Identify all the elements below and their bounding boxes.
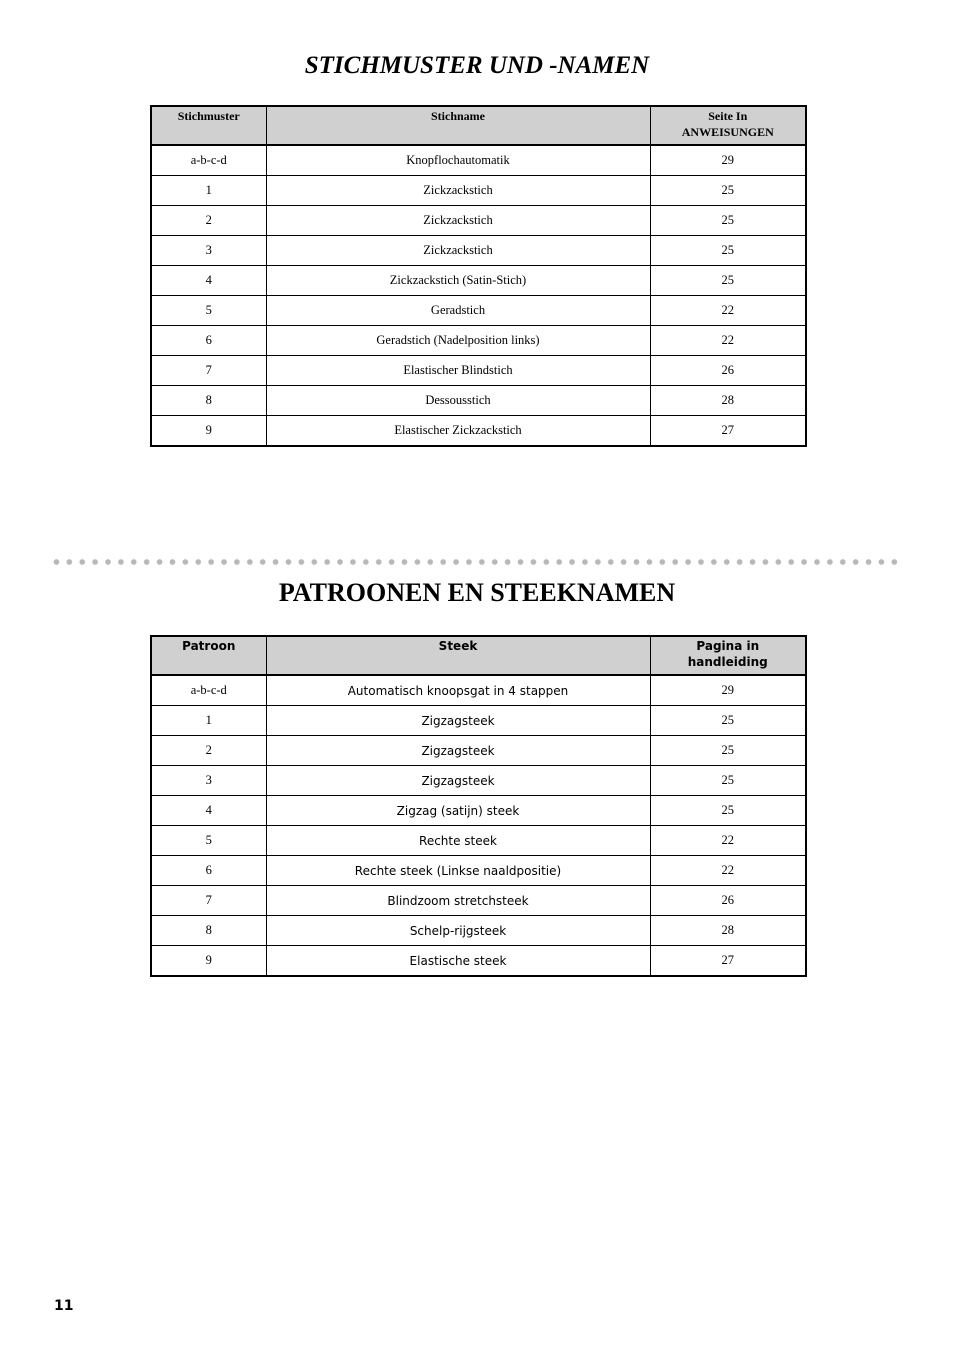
pattern-cell: 8 (151, 916, 266, 946)
page-cell: 22 (650, 326, 806, 356)
column-header-name: Steek (266, 636, 650, 675)
table-row (151, 946, 806, 977)
pattern-cell: a-b-c-d (151, 145, 266, 176)
name-cell: Schelp-rijgsteek (266, 916, 650, 946)
pattern-cell: 5 (151, 296, 266, 326)
page-cell: 26 (650, 886, 806, 916)
name-cell: Knopflochautomatik (266, 145, 650, 176)
column-header-pattern: Patroon (151, 636, 266, 675)
page-cell: 25 (650, 736, 806, 766)
page-cell: 25 (650, 176, 806, 206)
page-cell: 25 (650, 266, 806, 296)
name-cell: Zickzackstich (Satin-Stich) (266, 266, 650, 296)
page-cell: 25 (650, 206, 806, 236)
pattern-cell: 3 (151, 236, 266, 266)
name-cell: Geradstich (266, 296, 650, 326)
name-cell: Rechte steek (Linkse naaldpositie) (266, 856, 650, 886)
page-number: 11 (54, 1298, 74, 1314)
table-row (151, 386, 806, 416)
table-row (151, 296, 806, 326)
page-cell: 22 (650, 856, 806, 886)
page-cell: 25 (650, 236, 806, 266)
page-cell: 26 (650, 356, 806, 386)
table-row (151, 886, 806, 916)
german-title: STICHMUSTER UND -NAMEN (304, 52, 650, 79)
name-cell: Geradstich (Nadelposition links) (266, 326, 650, 356)
pattern-cell: 8 (151, 386, 266, 416)
name-cell: Elastische steek (266, 946, 650, 977)
page-cell: 27 (650, 946, 806, 977)
dutch-stitch-table (150, 635, 807, 977)
page-cell: 25 (650, 796, 806, 826)
name-cell: Zigzagsteek (266, 766, 650, 796)
dotted-divider (50, 558, 902, 566)
name-cell: Blindzoom stretchsteek (266, 886, 650, 916)
page-cell: 28 (650, 386, 806, 416)
page-cell: 29 (650, 145, 806, 176)
table-row (151, 856, 806, 886)
pattern-cell: 4 (151, 266, 266, 296)
name-cell: Zigzag (satijn) steek (266, 796, 650, 826)
table-row (151, 236, 806, 266)
page-cell: 25 (650, 766, 806, 796)
name-cell: Dessousstich (266, 386, 650, 416)
table-row (151, 916, 806, 946)
pattern-cell: 4 (151, 796, 266, 826)
pattern-cell: 2 (151, 206, 266, 236)
page-cell: 28 (650, 916, 806, 946)
dutch-title: PATROONEN EN STEEKNAMEN (278, 578, 676, 607)
pattern-cell: 6 (151, 856, 266, 886)
name-cell: Zickzackstich (266, 176, 650, 206)
pattern-cell: a-b-c-d (151, 675, 266, 706)
table-row (151, 826, 806, 856)
table-row (151, 206, 806, 236)
pattern-cell: 2 (151, 736, 266, 766)
name-cell: Zigzagsteek (266, 736, 650, 766)
name-cell: Zigzagsteek (266, 706, 650, 736)
table-header-row (151, 636, 806, 675)
pattern-cell: 5 (151, 826, 266, 856)
column-header-page: Seite In ANWEISUNGEN (650, 106, 806, 145)
column-header-pattern: Stichmuster (151, 106, 266, 145)
pattern-cell: 3 (151, 766, 266, 796)
column-header-page: Pagina in handleiding (650, 636, 806, 675)
pattern-cell: 6 (151, 326, 266, 356)
table-row (151, 326, 806, 356)
table-row (151, 266, 806, 296)
pattern-cell: 1 (151, 176, 266, 206)
pattern-cell: 7 (151, 886, 266, 916)
name-cell: Zickzackstich (266, 236, 650, 266)
page-cell: 27 (650, 416, 806, 447)
column-header-name: Stichname (266, 106, 650, 145)
table-row (151, 356, 806, 386)
table-row (151, 766, 806, 796)
name-cell: Elastischer Blindstich (266, 356, 650, 386)
table-row (151, 796, 806, 826)
pattern-cell: 9 (151, 946, 266, 977)
table-row (151, 675, 806, 706)
pattern-cell: 7 (151, 356, 266, 386)
table-row (151, 145, 806, 176)
name-cell: Zickzackstich (266, 206, 650, 236)
page-cell: 22 (650, 296, 806, 326)
name-cell: Elastischer Zickzackstich (266, 416, 650, 447)
page-cell: 29 (650, 675, 806, 706)
page-cell: 22 (650, 826, 806, 856)
table-header-row (151, 106, 806, 145)
table-row (151, 706, 806, 736)
pattern-cell: 1 (151, 706, 266, 736)
german-stitch-table (150, 105, 807, 447)
table-row (151, 176, 806, 206)
table-row (151, 416, 806, 447)
table-row (151, 736, 806, 766)
page-cell: 25 (650, 706, 806, 736)
pattern-cell: 9 (151, 416, 266, 447)
name-cell: Automatisch knoopsgat in 4 stappen (266, 675, 650, 706)
name-cell: Rechte steek (266, 826, 650, 856)
